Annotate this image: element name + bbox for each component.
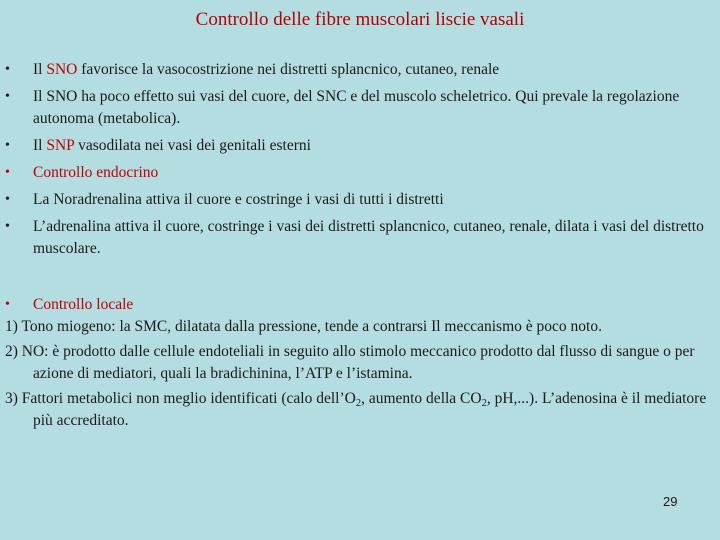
bullet-item-noradrenalina — [5, 189, 710, 211]
local-control-section — [5, 294, 710, 435]
bullet-list — [5, 59, 710, 265]
bullet-item-sno-effect — [5, 86, 710, 130]
heading-local: Controllo locale — [33, 296, 134, 313]
bullet-marker: • — [5, 192, 10, 207]
highlight-snp: SNP — [46, 137, 75, 154]
bullet-item-endocrine — [5, 162, 710, 184]
bullet-text: L’adrenalina attiva il cuore, costringe i vasi dei distretti splancnico, cutaneo, renale, dilata i vasi del distretto muscolare. — [33, 218, 704, 257]
bullet-item-adrenalina — [5, 216, 710, 260]
bullet-text-post: vasodilata nei vasi dei genitali esterni — [74, 137, 311, 154]
subscript-2: 2 — [481, 397, 487, 409]
bullet-item-local — [5, 294, 710, 316]
bullet-text: La Noradrenalina attiva il cuore e costringe i vasi di tutti i distretti — [33, 191, 444, 208]
numbered-item-tono-miogeno: 1) Tono miogeno: la SMC, dilatata dalla pressione, tende a contrarsi Il meccanismo è poco noto. — [5, 318, 602, 335]
bullet-marker: • — [5, 62, 10, 77]
numbered-item-no: 2) NO: è prodotto dalle cellule endoteliali in seguito allo stimolo meccanico prodotto dal flusso di sangue o per azione di mediatori, quali la bradichinina, l’ATP e l’istamina. — [5, 342, 695, 382]
bullet-text-post: favorisce la vasocostrizione nei distretti splancnico, cutaneo, renale — [77, 61, 500, 78]
subscript-2: 2 — [355, 397, 362, 409]
highlight-sno: SNO — [46, 61, 78, 78]
heading-endocrine: Controllo endocrino — [33, 164, 159, 181]
bullet-text-pre: Il — [33, 61, 47, 78]
page-number: 29 — [663, 494, 678, 509]
slide-title: Controllo delle fibre muscolari liscie vasali — [195, 9, 525, 30]
item3-text-2: , aumento della CO — [361, 389, 482, 407]
bullet-item-snp — [5, 135, 710, 157]
bullet-marker: • — [5, 89, 10, 104]
bullet-item-sno — [5, 59, 710, 81]
bullet-marker: • — [5, 138, 10, 153]
bullet-marker: • — [5, 219, 10, 234]
item3-text-3: , pH,...). L’adenosina è il mediatore più accreditato. — [33, 389, 707, 429]
numbered-item-metabolic — [5, 388, 710, 433]
bullet-text: Il SNO ha poco effetto sui vasi del cuore, del SNC e del muscolo scheletrico. Qui prevale la regolazione autonoma (metabolica). — [33, 88, 680, 127]
bullet-marker: • — [5, 297, 10, 312]
item3-text-1: 3) Fattori metabolici non meglio identificati (calo dell’O — [5, 389, 356, 407]
bullet-marker: • — [5, 165, 10, 180]
bullet-text-pre: Il — [33, 137, 47, 154]
